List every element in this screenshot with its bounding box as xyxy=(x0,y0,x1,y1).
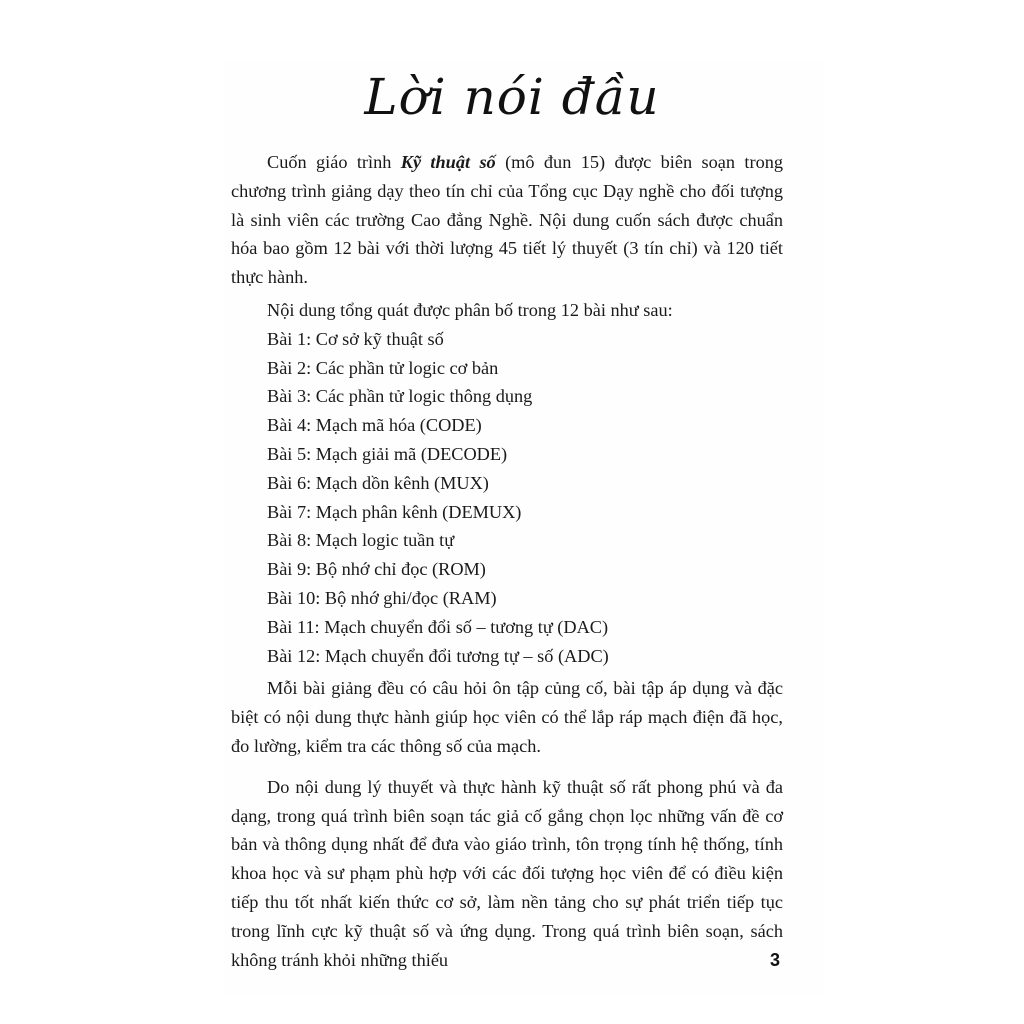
lesson-item: Bài 5: Mạch giải mã (DECODE) xyxy=(267,443,508,464)
lesson-item: Bài 11: Mạch chuyển đổi số – tương tự (DAC) xyxy=(267,616,609,637)
lesson-item: Bài 1: Cơ sở kỹ thuật số xyxy=(267,328,444,349)
lesson-item: Bài 4: Mạch mã hóa (CODE) xyxy=(267,415,482,436)
preface-body xyxy=(231,148,783,974)
intro-text-after: (mô đun 15) được biên soạn trong chương trình giảng dạy theo tín chỉ của Tổng cục Dạy nghề cho đối tượng là sinh viên các trường Cao đẳng Nghề. Nội dung cuốn sách được chuẩn hóa bao gồm 12 bài với thời lượng 45 tiết lý thuyết (3 tín chỉ) và 120 tiết thực hành. xyxy=(231,152,783,288)
lesson-item: Bài 7: Mạch phân kênh (DEMUX) xyxy=(267,501,522,522)
lesson-item: Bài 8: Mạch logic tuần tự xyxy=(267,530,455,551)
book-title: Kỹ thuật số xyxy=(400,152,496,172)
content-paragraph: Do nội dung lý thuyết và thực hành kỹ thuật số rất phong phú và đa dạng, trong quá trình biên soạn tác giả cố gắng chọn lọc những vấn đề cơ bản và thông dụng nhất để đưa vào giáo trình, tôn trọng tính hệ thống, tính khoa học và sư phạm phù hợp với các đối tượng học viên để có điều kiện tiếp thu tốt nhất kiến thức cơ sở, làm nền tảng cho sự phát triển tiếp tục trong lĩnh cực kỹ thuật số và ứng dụng. Trong quá trình biên soạn, sách không tránh khỏi những thiếu xyxy=(231,776,783,970)
lesson-item: Bài 3: Các phần tử logic thông dụng xyxy=(267,386,533,407)
lesson-item: Bài 12: Mạch chuyển đổi tương tự – số (ADC) xyxy=(267,645,609,666)
page-title: Lời nói đầu xyxy=(364,68,660,126)
intro-paragraph xyxy=(231,148,783,292)
overview-line: Nội dung tổng quát được phân bố trong 12 bài như sau: xyxy=(267,299,673,320)
lesson-item: Bài 2: Các phần tử logic cơ bản xyxy=(267,357,499,378)
lesson-item: Bài 9: Bộ nhớ chỉ đọc (ROM) xyxy=(267,559,486,580)
lesson-list xyxy=(231,325,783,671)
page-number: 3 xyxy=(770,950,781,970)
review-paragraph: Mỗi bài giảng đều có câu hỏi ôn tập củng cố, bài tập áp dụng và đặc biệt có nội dung thực hành giúp học viên có thể lắp ráp mạch điện đã học, đo lường, kiểm tra các thông số của mạch. xyxy=(231,678,783,756)
intro-text-before: Cuốn giáo trình xyxy=(267,152,401,172)
lesson-item: Bài 10: Bộ nhớ ghi/đọc (RAM) xyxy=(267,587,497,608)
lesson-item: Bài 6: Mạch dồn kênh (MUX) xyxy=(267,472,489,493)
